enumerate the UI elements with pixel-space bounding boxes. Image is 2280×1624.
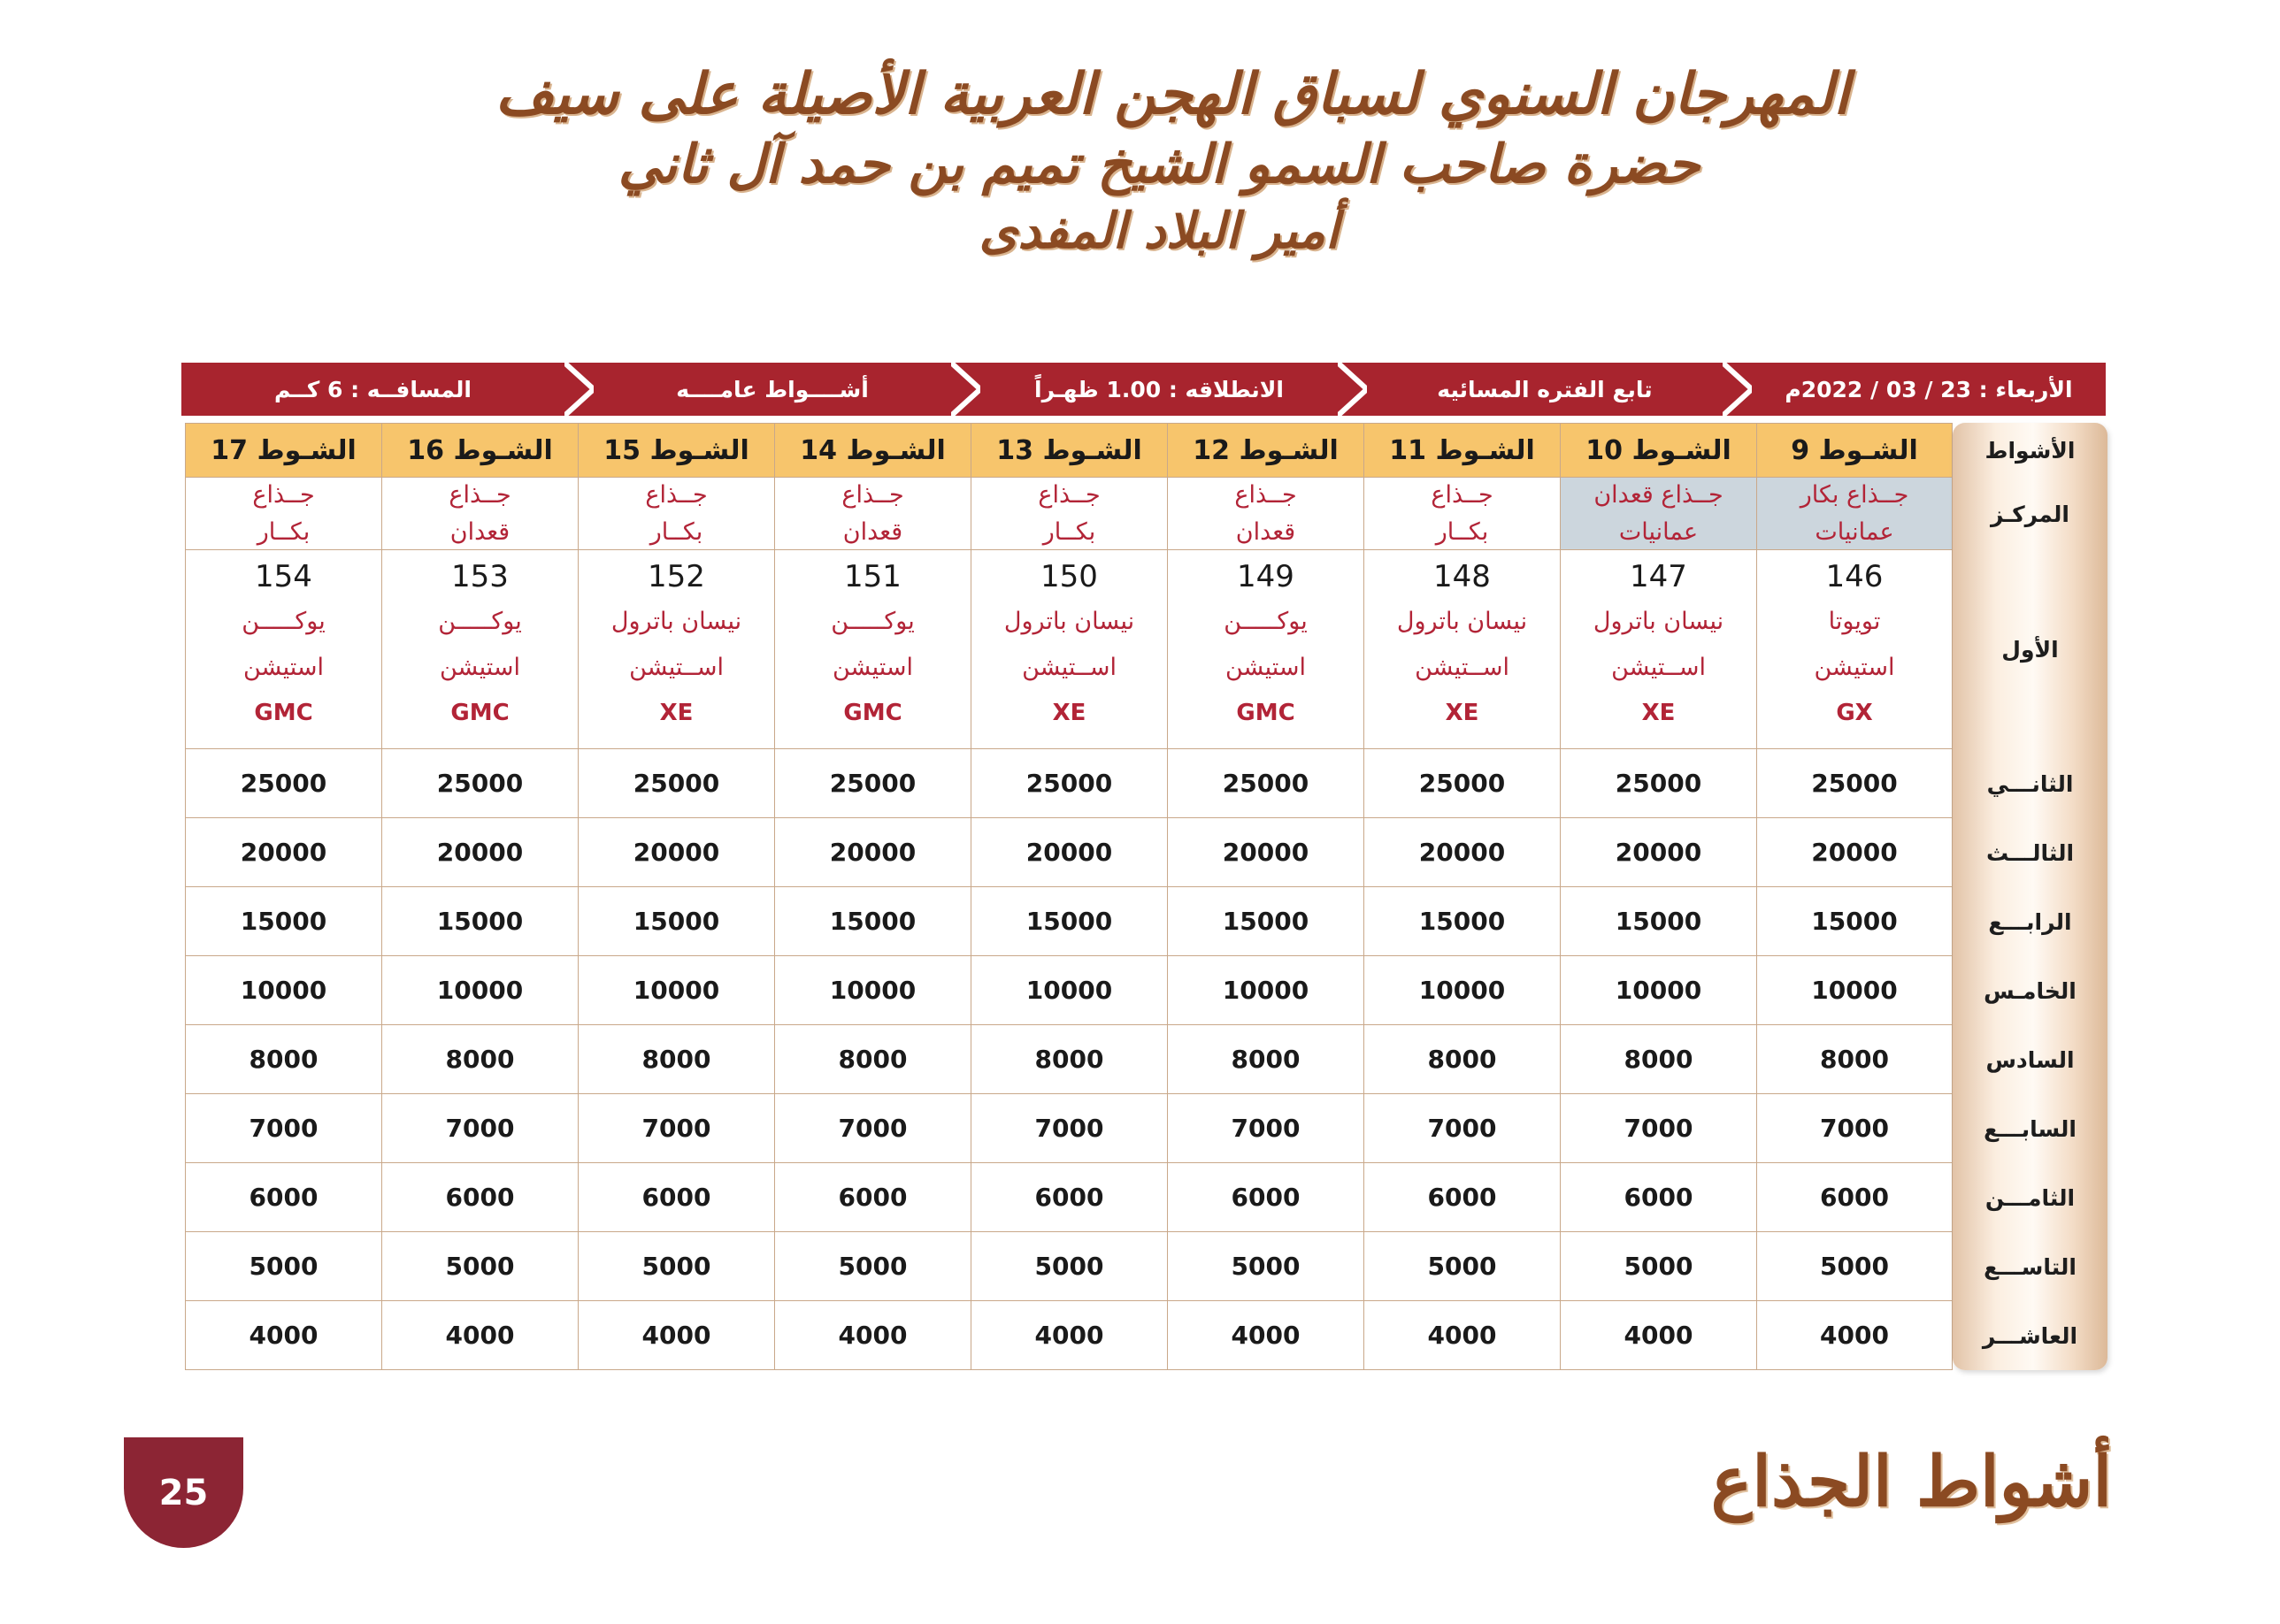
- prize-car-model: GMC: [843, 700, 902, 726]
- prize-car-model: XE: [1641, 700, 1676, 726]
- prize-car-name: تويوتا: [1828, 607, 1881, 635]
- prize-car-name: نيسان باترول: [610, 607, 742, 635]
- first-prize-cell: [185, 550, 381, 749]
- page-number-badge: [124, 1437, 243, 1548]
- prize-amount-cell: 5000: [1756, 1232, 1953, 1301]
- prize-number: 147: [1630, 559, 1687, 594]
- first-prize-cell: [1167, 550, 1363, 749]
- prize-amount-cell: 25000: [1167, 749, 1363, 818]
- prize-car-model: XE: [1052, 700, 1086, 726]
- prize-car-model: GMC: [254, 700, 313, 726]
- race-center-text: قعدان: [1235, 517, 1296, 546]
- prize-amount-cell: 15000: [578, 887, 774, 956]
- prize-car-name: نيسان باترول: [1396, 607, 1528, 635]
- prize-car-name: نيسان باترول: [1593, 607, 1724, 635]
- prize-amount-cell: 8000: [774, 1025, 971, 1094]
- prize-amount-cell: 15000: [1560, 887, 1756, 956]
- prize-amount-cell: 8000: [1756, 1025, 1953, 1094]
- race-header: الشـوط 11: [1363, 423, 1560, 478]
- prize-amount-cell: 7000: [381, 1094, 578, 1163]
- prize-number: 149: [1237, 559, 1294, 594]
- prize-amount-cell: 25000: [381, 749, 578, 818]
- prize-amount-cell: 6000: [1363, 1163, 1560, 1232]
- prize-car-name: يوكـــــن: [831, 607, 915, 635]
- prize-amount-cell: 4000: [381, 1301, 578, 1370]
- prize-amount-cell: 25000: [1363, 749, 1560, 818]
- prize-car-type: اســتيشن: [1611, 653, 1706, 681]
- prize-amount-cell: 8000: [1363, 1025, 1560, 1094]
- first-prize-cell: [381, 550, 578, 749]
- first-prize-cell: [578, 550, 774, 749]
- prize-number: 151: [844, 559, 902, 594]
- prize-amount-cell: 5000: [1363, 1232, 1560, 1301]
- prize-amount-cell: 4000: [1167, 1301, 1363, 1370]
- prize-amount-cell: 7000: [1560, 1094, 1756, 1163]
- prize-amount-cell: 6000: [1756, 1163, 1953, 1232]
- race-center-text: بكــار: [1435, 517, 1489, 546]
- prize-amount-cell: 5000: [185, 1232, 381, 1301]
- prize-car-type: اســتيشن: [1022, 653, 1117, 681]
- prize-car-name: نيسان باترول: [1003, 607, 1135, 635]
- row-label: التاســـع: [1984, 1253, 2077, 1280]
- prize-amount-cell: 25000: [185, 749, 381, 818]
- race-center-cell: [971, 478, 1167, 550]
- prize-amount-cell: 25000: [1756, 749, 1953, 818]
- race-center-cell: [1560, 478, 1756, 550]
- race-center-text: عمانيات: [1815, 517, 1894, 546]
- prize-amount-cell: 4000: [1560, 1301, 1756, 1370]
- title-line-1: المهرجان السنوي لسباق الهجن العربية الأصيلة على سيف: [495, 61, 1850, 127]
- prize-amount-cell: 15000: [1756, 887, 1953, 956]
- race-center-text: عمانيات: [1618, 517, 1699, 546]
- prize-number: 146: [1825, 559, 1884, 594]
- row-label: الثامـــن: [1984, 1184, 2076, 1211]
- prize-amount-cell: 10000: [1756, 956, 1953, 1025]
- prize-amount-cell: 4000: [578, 1301, 774, 1370]
- prize-amount-cell: 20000: [971, 818, 1167, 887]
- prize-amount-cell: 6000: [1560, 1163, 1756, 1232]
- prize-amount-cell: 7000: [1167, 1094, 1363, 1163]
- prize-amount-cell: 15000: [1167, 887, 1363, 956]
- race-center-cell: [1363, 478, 1560, 550]
- prize-amount-cell: 10000: [971, 956, 1167, 1025]
- race-header: الشـوط 15: [578, 423, 774, 478]
- race-center-cell: [578, 478, 774, 550]
- race-header: الشـوط 10: [1560, 423, 1756, 478]
- race-center-text: قعدان: [842, 517, 903, 546]
- prize-number: 153: [451, 559, 509, 594]
- prize-amount-cell: 8000: [185, 1025, 381, 1094]
- prize-car-model: XE: [1445, 700, 1479, 726]
- prize-amount-cell: 20000: [774, 818, 971, 887]
- row-label: الخامـس: [1984, 977, 2077, 1004]
- prize-amount-cell: 6000: [381, 1163, 578, 1232]
- row-label: المركـز: [1991, 501, 2069, 527]
- prize-amount-cell: 8000: [381, 1025, 578, 1094]
- info-start: الانطلاقه : 1.00 ظهـراً: [980, 363, 1338, 416]
- race-center-cell: [1167, 478, 1363, 550]
- race-center-cell: [774, 478, 971, 550]
- prize-amount-cell: 25000: [774, 749, 971, 818]
- info-distance: المسافــه : 6 كــم: [181, 363, 564, 416]
- row-label: العاشـــر: [1982, 1322, 2078, 1349]
- first-prize-cell: [1363, 550, 1560, 749]
- prize-car-type: استيشن: [242, 653, 325, 681]
- info-bar: [181, 363, 2106, 416]
- prize-amount-cell: 20000: [381, 818, 578, 887]
- prize-amount-cell: 4000: [1363, 1301, 1560, 1370]
- race-header: الشـوط 13: [971, 423, 1167, 478]
- race-center-cell: [185, 478, 381, 550]
- prize-car-type: استيشن: [1224, 653, 1307, 681]
- prize-number: 152: [648, 559, 705, 594]
- prize-amount-cell: 5000: [381, 1232, 578, 1301]
- race-center-text: جــذاع: [841, 480, 904, 509]
- prize-car-model: GMC: [450, 700, 510, 726]
- race-center-text: جــذاع: [1234, 480, 1297, 509]
- prize-amount-cell: 7000: [971, 1094, 1167, 1163]
- prize-car-type: استيشن: [832, 653, 914, 681]
- prize-amount-cell: 7000: [1756, 1094, 1953, 1163]
- prize-amount-cell: 8000: [1560, 1025, 1756, 1094]
- prize-amount-cell: 15000: [774, 887, 971, 956]
- prize-amount-cell: 20000: [1363, 818, 1560, 887]
- prize-amount-cell: 5000: [578, 1232, 774, 1301]
- prize-amount-cell: 25000: [578, 749, 774, 818]
- prize-amount-cell: 4000: [971, 1301, 1167, 1370]
- prize-amount-cell: 15000: [1363, 887, 1560, 956]
- first-prize-cell: [1560, 550, 1756, 749]
- race-center-text: بكــار: [1042, 517, 1096, 546]
- prize-amount-cell: 7000: [1363, 1094, 1560, 1163]
- race-center-text: جــذاع: [252, 480, 315, 509]
- prize-car-model: GMC: [1236, 700, 1295, 726]
- prize-amount-cell: 6000: [774, 1163, 971, 1232]
- prize-amount-cell: 5000: [1167, 1232, 1363, 1301]
- prize-amount-cell: 10000: [1560, 956, 1756, 1025]
- prize-amount-cell: 7000: [774, 1094, 971, 1163]
- prize-amount-cell: 7000: [578, 1094, 774, 1163]
- first-prize-cell: [1756, 550, 1953, 749]
- prize-amount-cell: 20000: [1756, 818, 1953, 887]
- info-period: تابع الفتره المسائيه: [1367, 363, 1723, 416]
- race-center-text: جــذاع: [1038, 480, 1101, 509]
- section-title: أشواط الجذاع: [1710, 1442, 2112, 1522]
- prize-number: 154: [255, 559, 312, 594]
- race-header: الشـوط 16: [381, 423, 578, 478]
- prize-amount-cell: 5000: [971, 1232, 1167, 1301]
- race-center-cell: [381, 478, 578, 550]
- row-label: الثالـــث: [1985, 839, 2075, 866]
- race-header: الشـوط 17: [185, 423, 381, 478]
- prize-car-type: اســتيشن: [1415, 653, 1509, 681]
- prize-amount-cell: 20000: [1560, 818, 1756, 887]
- prize-amount-cell: 10000: [185, 956, 381, 1025]
- prize-amount-cell: 6000: [578, 1163, 774, 1232]
- race-center-text: جــذاع: [1431, 480, 1493, 509]
- prize-amount-cell: 10000: [381, 956, 578, 1025]
- prize-car-model: GX: [1836, 700, 1873, 726]
- prize-car-type: اســتيشن: [629, 653, 724, 681]
- info-date: الأربعاء : 23 / 03 / 2022م: [1752, 363, 2106, 416]
- prize-amount-cell: 4000: [774, 1301, 971, 1370]
- info-type: أشــــواط عامــــه: [594, 363, 951, 416]
- prize-amount-cell: 20000: [578, 818, 774, 887]
- prize-amount-cell: 5000: [1560, 1232, 1756, 1301]
- prize-amount-cell: 6000: [185, 1163, 381, 1232]
- prize-amount-cell: 8000: [971, 1025, 1167, 1094]
- race-header: الشـوط 14: [774, 423, 971, 478]
- row-label: السادس: [1985, 1046, 2075, 1073]
- prize-amount-cell: 25000: [1560, 749, 1756, 818]
- race-center-text: بكــار: [257, 517, 311, 546]
- prize-amount-cell: 6000: [971, 1163, 1167, 1232]
- race-center-text: قعدان: [449, 517, 511, 546]
- prize-amount-cell: 20000: [1167, 818, 1363, 887]
- prize-amount-cell: 6000: [1167, 1163, 1363, 1232]
- row-label: السابـــع: [1984, 1115, 2077, 1142]
- row-label: الرابـــع: [1988, 908, 2072, 935]
- race-center-text: جــذاع: [645, 480, 708, 509]
- prize-table: [181, 423, 2107, 1383]
- prize-amount-cell: 20000: [185, 818, 381, 887]
- prize-amount-cell: 4000: [1756, 1301, 1953, 1370]
- prize-amount-cell: 25000: [971, 749, 1167, 818]
- prize-amount-cell: 10000: [578, 956, 774, 1025]
- prize-amount-cell: 5000: [774, 1232, 971, 1301]
- prize-car-name: يوكـــــن: [1224, 607, 1308, 635]
- title-line-3: أمير البلاد المفدى: [979, 201, 1340, 260]
- race-center-cell: [1756, 478, 1953, 550]
- prize-car-name: يوكـــــن: [438, 607, 522, 635]
- race-header: الشـوط 9: [1756, 423, 1953, 478]
- race-center-text: جــذاع: [449, 480, 511, 509]
- prize-amount-cell: 4000: [185, 1301, 381, 1370]
- row-label: الأشواط: [1984, 437, 2076, 463]
- prize-amount-cell: 15000: [185, 887, 381, 956]
- race-center-text: جــذاع قعدان: [1593, 480, 1723, 509]
- page-number: 25: [158, 1472, 209, 1513]
- prize-car-name: يوكـــــن: [242, 607, 326, 635]
- prize-number: 150: [1040, 559, 1098, 594]
- race-center-text: جــذاع بكار: [1800, 480, 1909, 509]
- prize-amount-cell: 15000: [971, 887, 1167, 956]
- prize-car-model: XE: [659, 700, 694, 726]
- first-prize-cell: [971, 550, 1167, 749]
- prize-amount-cell: 10000: [774, 956, 971, 1025]
- race-header: الشـوط 12: [1167, 423, 1363, 478]
- prize-amount-cell: 8000: [1167, 1025, 1363, 1094]
- race-center-text: بكــار: [649, 517, 703, 546]
- prize-car-type: استيشن: [1814, 653, 1895, 681]
- prize-amount-cell: 10000: [1167, 956, 1363, 1025]
- prize-car-type: استيشن: [439, 653, 521, 681]
- prize-amount-cell: 7000: [185, 1094, 381, 1163]
- prize-number: 148: [1433, 559, 1491, 594]
- prize-amount-cell: 15000: [381, 887, 578, 956]
- page-header-title: [495, 61, 1850, 260]
- row-label: الأول: [2001, 637, 2059, 663]
- title-line-2: حضرة صاحب السمو الشيخ تميم بن حمد آل ثاني: [618, 133, 1700, 195]
- row-label: الثانـــي: [1986, 770, 2074, 797]
- prize-amount-cell: 10000: [1363, 956, 1560, 1025]
- prize-amount-cell: 8000: [578, 1025, 774, 1094]
- first-prize-cell: [774, 550, 971, 749]
